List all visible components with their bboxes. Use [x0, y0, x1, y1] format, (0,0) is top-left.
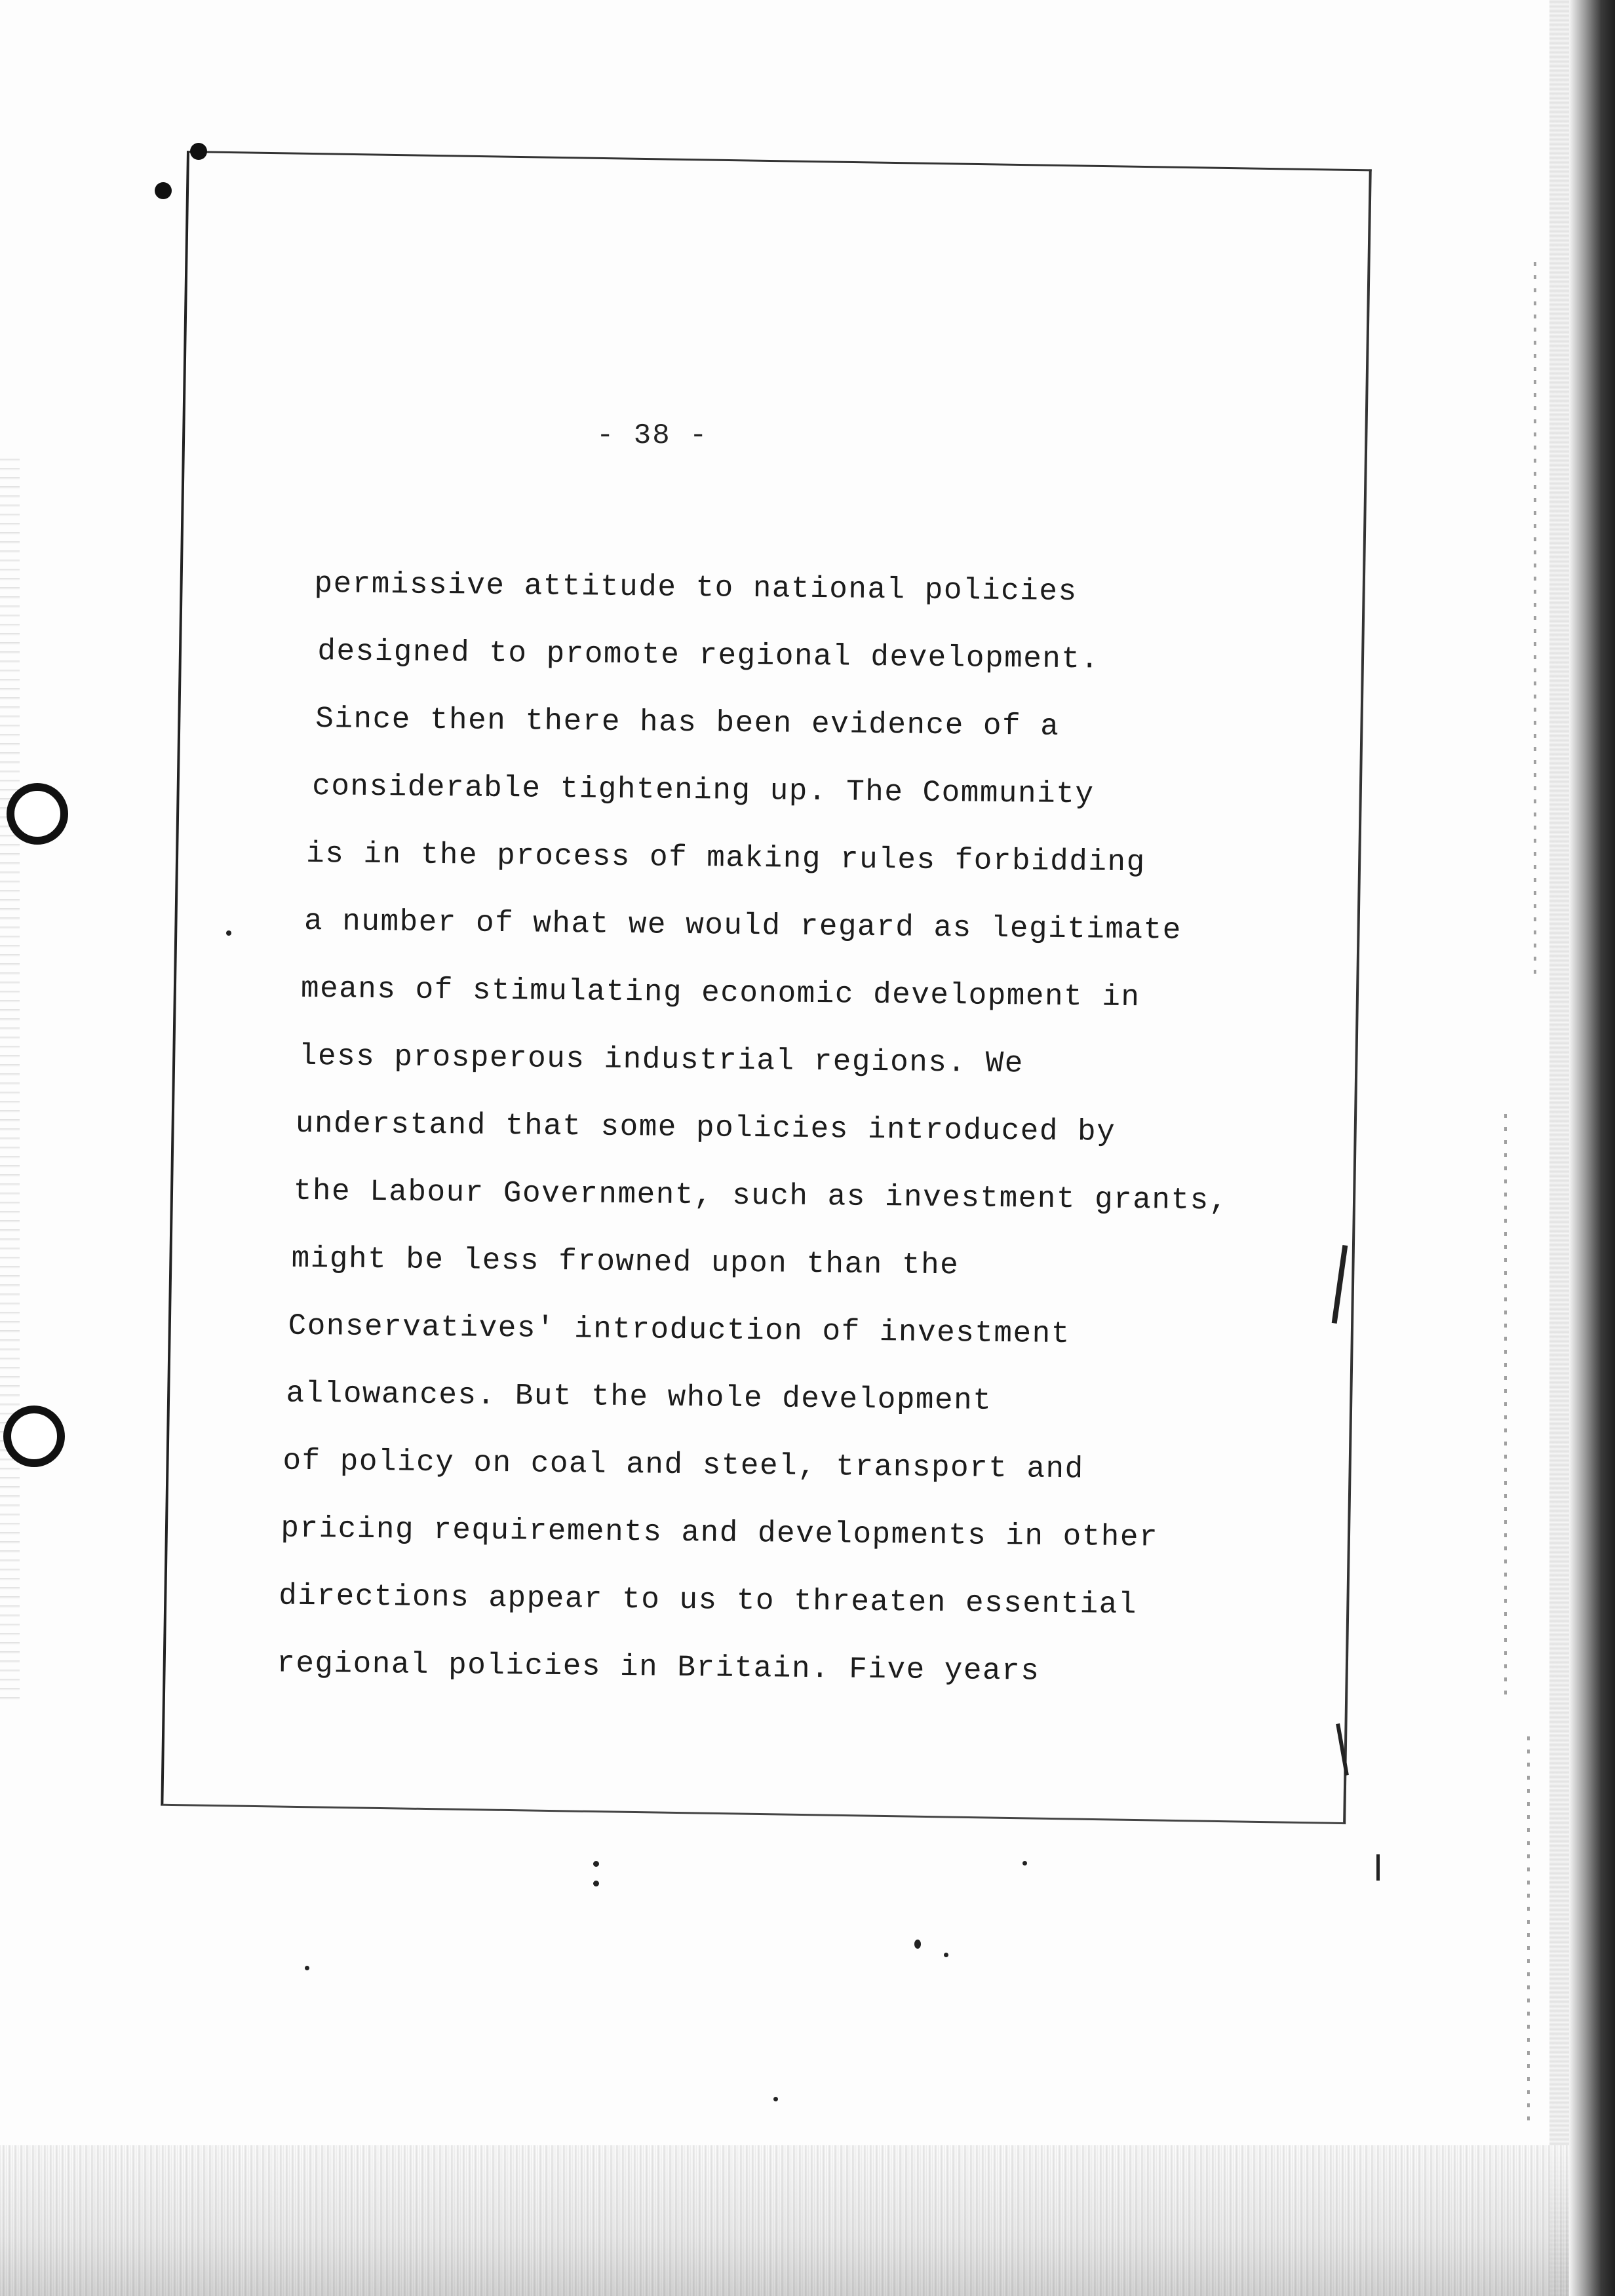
speck: [226, 930, 231, 936]
punch-hole-top: [7, 783, 68, 845]
text-line: regional policies in Britain. Five years: [276, 1646, 1040, 1689]
page-number: - 38 -: [596, 419, 709, 452]
text-line: is in the process of making rules forbidding: [305, 836, 1146, 880]
text-line: Conservatives' introduction of investment: [288, 1309, 1071, 1352]
scan-streak: [1504, 1114, 1507, 1704]
text-line: considerable tightening up. The Community: [311, 769, 1095, 812]
scanner-bottom-noise: [0, 2145, 1569, 2296]
speck: [944, 1953, 948, 1957]
text-line: the Labour Government, such as investment grants,: [293, 1174, 1229, 1218]
speck: [305, 1966, 309, 1970]
margin-mark: [1376, 1854, 1380, 1881]
text-line: permissive attitude to national policies: [314, 566, 1078, 609]
text-line: designed to promote regional development.: [317, 634, 1100, 677]
speck: [773, 2097, 778, 2101]
text-line: might be less frowned upon than the: [291, 1241, 960, 1283]
speck: [593, 1881, 599, 1886]
text-line: means of stimulating economic development in: [300, 971, 1140, 1015]
ink-blot: [190, 143, 207, 160]
speck: [593, 1861, 599, 1867]
text-line: directions appear to us to threaten essential: [279, 1578, 1138, 1622]
speck: [914, 1940, 921, 1949]
ink-blot: [155, 182, 172, 199]
text-line: of policy on coal and steel, transport and: [282, 1444, 1085, 1487]
text-line: pricing requirements and developments in other: [281, 1511, 1159, 1555]
scan-streak: [1527, 1736, 1530, 2130]
text-line: understand that some policies introduced by: [295, 1106, 1116, 1149]
scanner-left-noise: [0, 459, 20, 1704]
text-line: less prosperous industrial regions. We: [298, 1039, 1024, 1081]
scan-streak: [1534, 262, 1536, 983]
text-line: a number of what we would regard as legitimate: [303, 904, 1182, 947]
speck: [1022, 1861, 1027, 1866]
text-line: allowances. But the whole development: [286, 1376, 992, 1418]
scanner-edge-shadow: [1569, 0, 1615, 2296]
text-line: Since then there has been evidence of a: [315, 702, 1060, 744]
punch-hole-bottom: [3, 1406, 65, 1467]
body-text: [276, 550, 1337, 1708]
scanner-edge-noise: [1549, 0, 1569, 2296]
